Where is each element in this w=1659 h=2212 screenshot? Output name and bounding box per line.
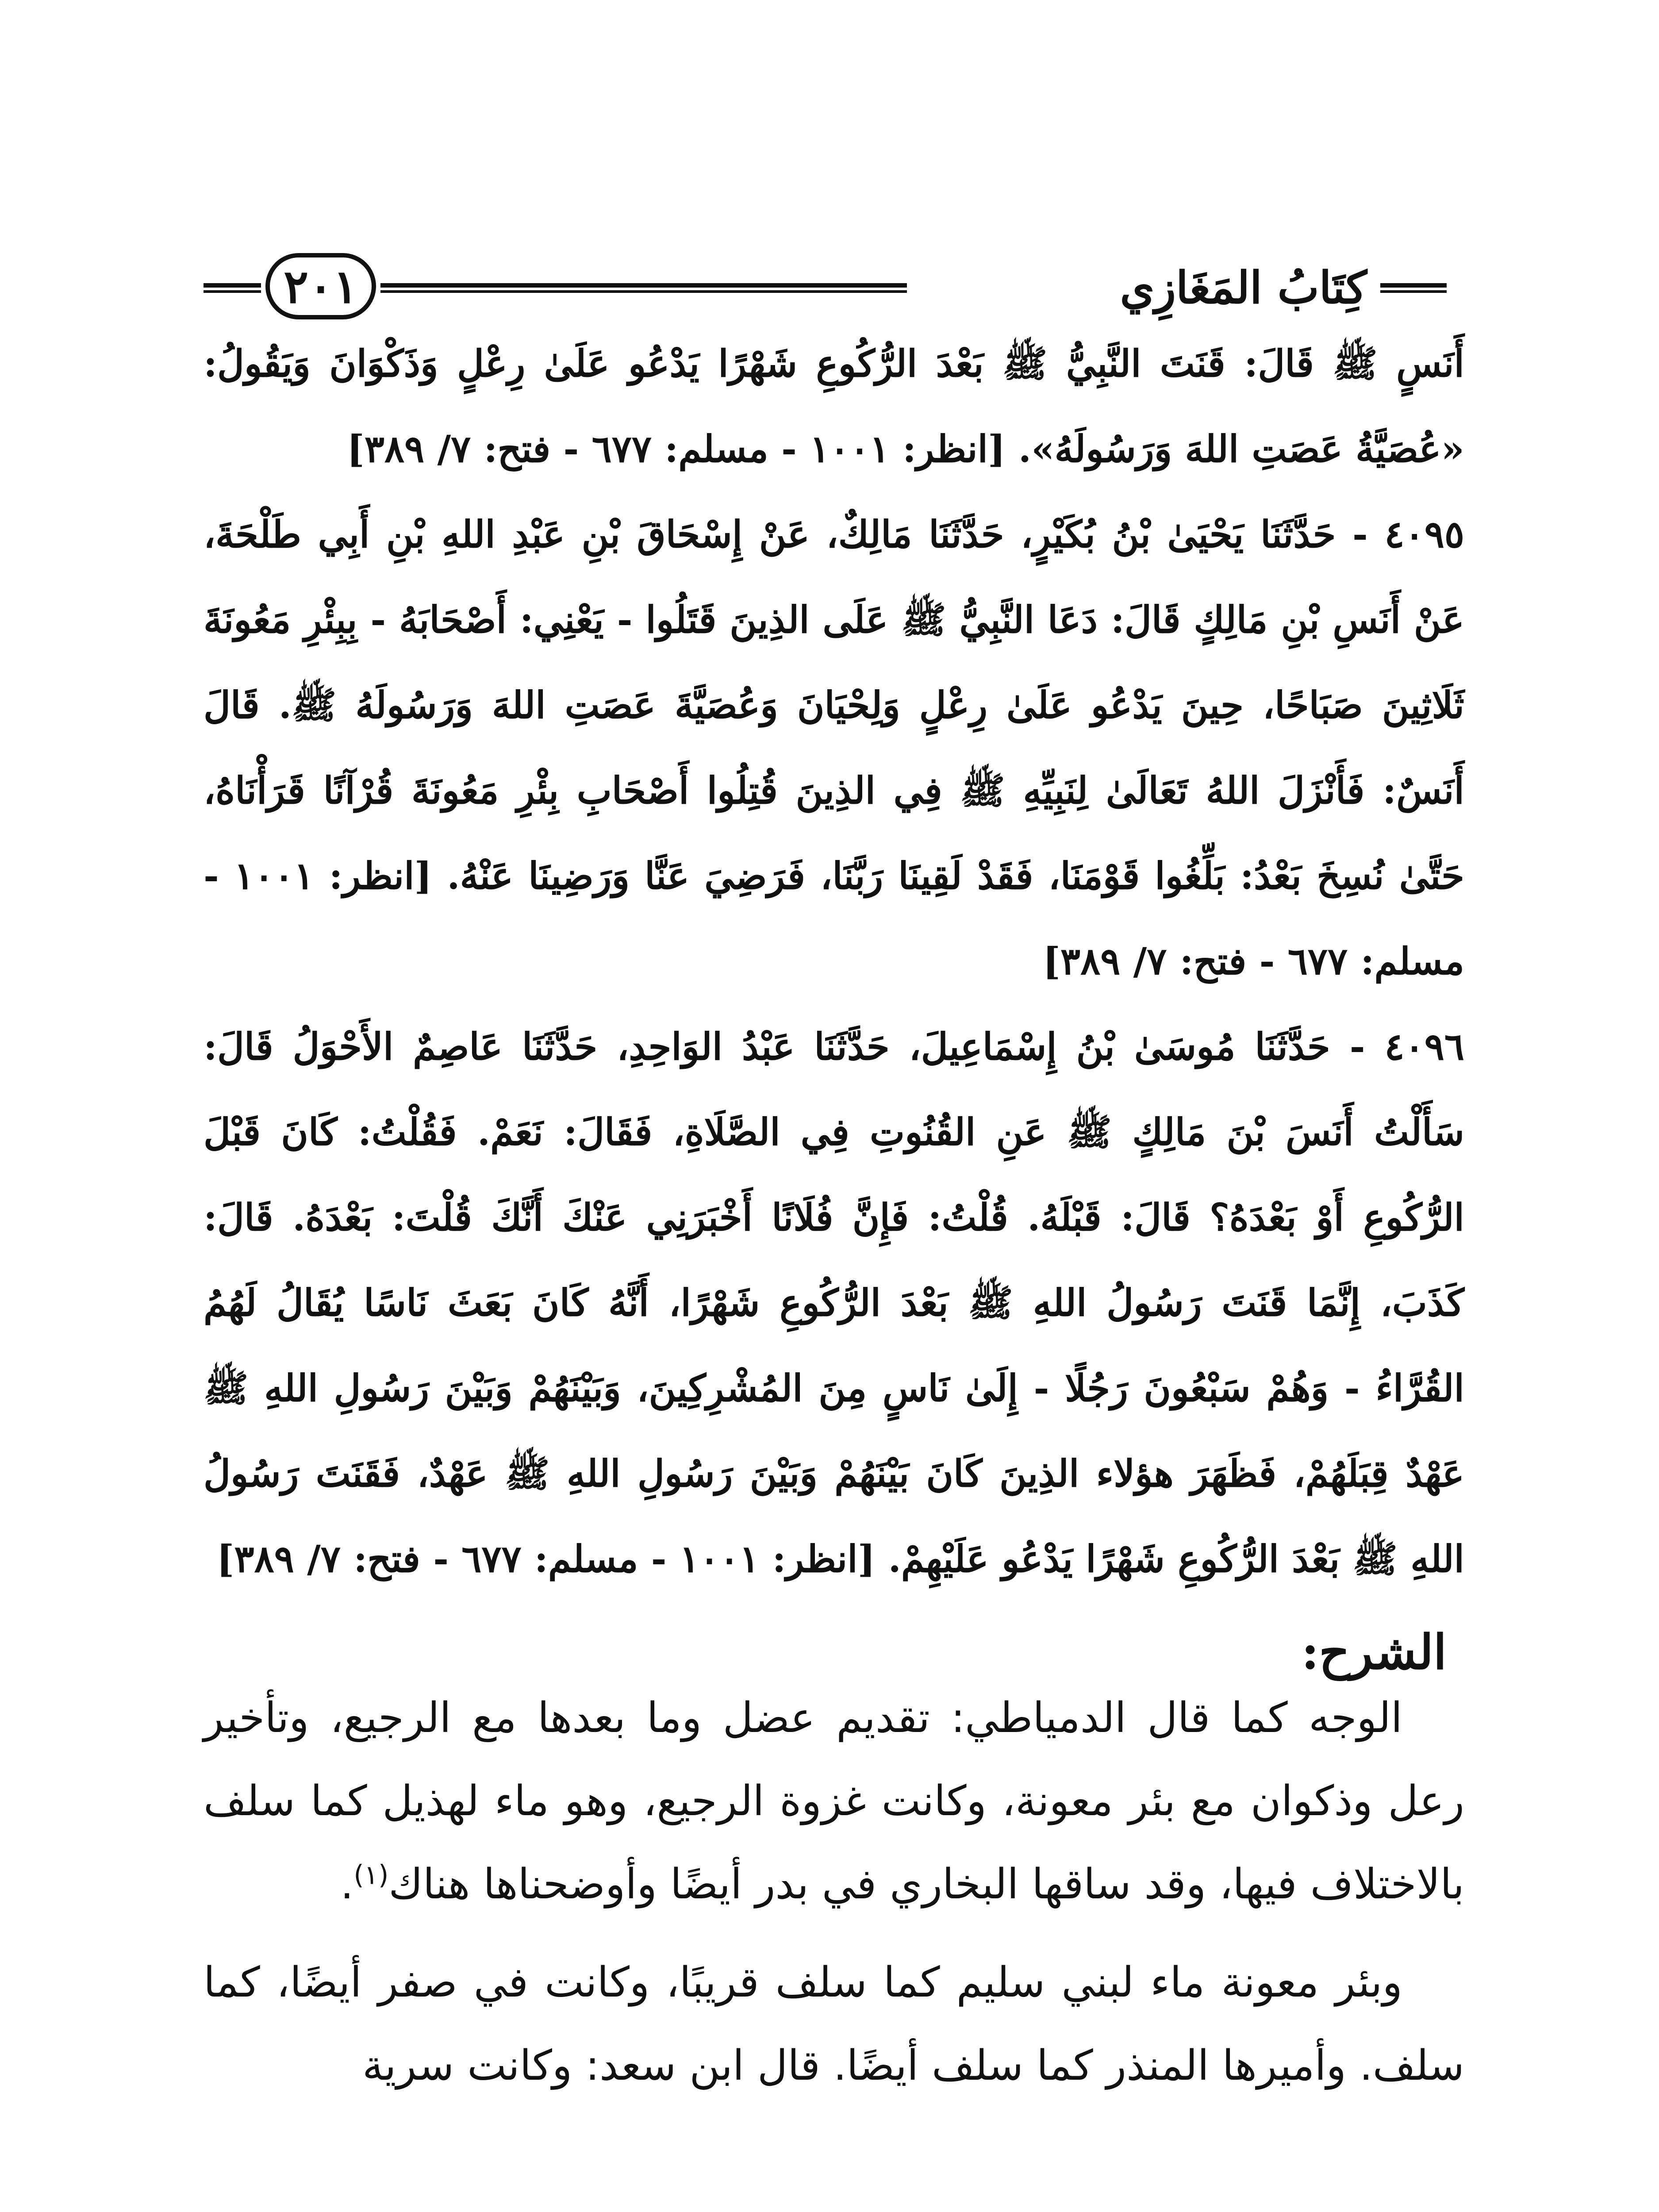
hadith-continuation: أَنَسٍ ﷺ قَالَ: قَنَتَ النَّبِيُّ ﷺ بَعْدَ الرُّكُوعِ شَهْرًا يَدْعُو عَلَىٰ رِعْلٍ وَذَكْوَانَ وَيَقُولُ: «عُصَيَّةُ عَصَتِ اللهَ وَرَسُولَهُ». [انظر: ١٠٠١ - مسلم: ٦٧٧ - فتح: ٧/ ٣٨٩] xyxy=(204,342,1464,471)
hadith-number: ٤٠٩٦ - xyxy=(1349,1025,1464,1068)
header-rule-left xyxy=(204,283,261,293)
commentary-body xyxy=(204,1677,1464,2108)
commentary-text: الوجه كما قال الدمياطي: تقديم عضل وما بعدها مع الرجيع، وتأخير رعل وذكوان مع بئر معونة، وكانت غزوة الرجيع، وهو ماء لهذيل كما سلف بالاختلاف فيها، وقد ساقها البخاري في بدر أيضًا وأوضحناها هناك xyxy=(204,1694,1464,1909)
sentence-end: . xyxy=(340,1860,354,1909)
hadith-text: حَدَّثَنَا يَحْيَىٰ بْنُ بُكَيْرٍ، حَدَّثَنَا مَالِكٌ، عَنْ إِسْحَاقَ بْنِ عَبْدِ اللهِ بْنِ أَبِي طَلْحَةَ، عَنْ أَنَسِ بْنِ مَالِكٍ قَالَ: دَعَا النَّبِيُّ ﷺ عَلَى الذِينَ قَتَلُوا - يَعْنِي: أَصْحَابَهُ - بِبِئْرِ مَعُونَةَ ثَلَاثِينَ صَبَاحًا، حِينَ يَدْعُو عَلَىٰ رِعْلٍ وَلِحْيَانَ وَعُصَيَّةَ عَصَتِ اللهَ وَرَسُولَهُ ﷺ. قَالَ أَنَسٌ: فَأَنْزَلَ اللهُ تَعَالَىٰ لِنَبِيِّهِ ﷺ فِي الذِينَ قُتِلُوا أَصْحَابِ بِئْرِ مَعُونَةَ قُرْآنًا قَرَأْنَاهُ، حَتَّىٰ نُسِخَ بَعْدُ: بَلِّغُوا قَوْمَنَا، فَقَدْ لَقِينَا رَبَّنَا، فَرَضِيَ عَنَّا وَرَضِينَا عَنْهُ. [انظر: ١٠٠١ - مسلم: ٦٧٧ - فتح: ٧/ ٣٨٩] xyxy=(204,512,1464,983)
commentary-paragraph xyxy=(204,1677,1464,1926)
hadith-4096 xyxy=(204,1004,1464,1601)
hadith-text: حَدَّثَنَا مُوسَىٰ بْنُ إِسْمَاعِيلَ، حَدَّثَنَا عَبْدُ الوَاحِدِ، حَدَّثَنَا عَاصِمٌ الأَحْوَلُ قَالَ: سَأَلْتُ أَنَسَ بْنَ مَالِكٍ ﷺ عَنِ القُنُوتِ فِي الصَّلَاةِ، فَقَالَ: نَعَمْ. فَقُلْتُ: كَانَ قَبْلَ الرُّكُوعِ أَوْ بَعْدَهُ؟ قَالَ: قَبْلَهُ. قُلْتُ: فَإِنَّ فُلَانًا أَخْبَرَنِي عَنْكَ أَنَّكَ قُلْتَ: بَعْدَهُ. قَالَ: كَذَبَ، إِنَّمَا قَنَتَ رَسُولُ اللهِ ﷺ بَعْدَ الرُّكُوعِ شَهْرًا، أَنَّهُ كَانَ بَعَثَ نَاسًا يُقَالُ لَهُمُ القُرَّاءُ - وَهُمْ سَبْعُونَ رَجُلًا - إِلَىٰ نَاسٍ مِنَ المُشْرِكِينَ، وَبَيْنَهُمْ وَبَيْنَ رَسُولِ اللهِ ﷺ عَهْدٌ قِبَلَهُمْ، فَظَهَرَ هؤلاء الذِينَ كَانَ بَيْنَهُمْ وَبَيْنَ رَسُولِ اللهِ ﷺ عَهْدٌ، فَقَنَتَ رَسُولُ اللهِ ﷺ بَعْدَ الرُّكُوعِ شَهْرًا يَدْعُو عَلَيْهِمْ. [انظر: ١٠٠١ - مسلم: ٦٧٧ - فتح: ٧/ ٣٨٩] xyxy=(204,1025,1464,1581)
commentary-heading: الشرح: xyxy=(1301,1624,1447,1680)
hadith-block xyxy=(204,321,1464,1601)
page-number-badge: ٢٠١ xyxy=(265,253,376,319)
footnote-reference[interactable]: (١) xyxy=(353,1859,389,1891)
hadith-number: ٤٠٩٥ - xyxy=(1352,512,1464,556)
commentary-paragraph: وبئر معونة ماء لبني سليم كما سلف قريبًا، وكانت في صفر أيضًا، كما سلف. وأميرها المنذر كما سلف أيضًا. قال ابن سعد: وكانت سرية xyxy=(204,1959,1464,2090)
hadith-4095 xyxy=(204,492,1464,1004)
running-header-title: كِتَابُ المَغَازِي xyxy=(1120,261,1367,314)
header-rule-middle xyxy=(380,283,907,293)
header-rule-right xyxy=(1380,283,1447,293)
